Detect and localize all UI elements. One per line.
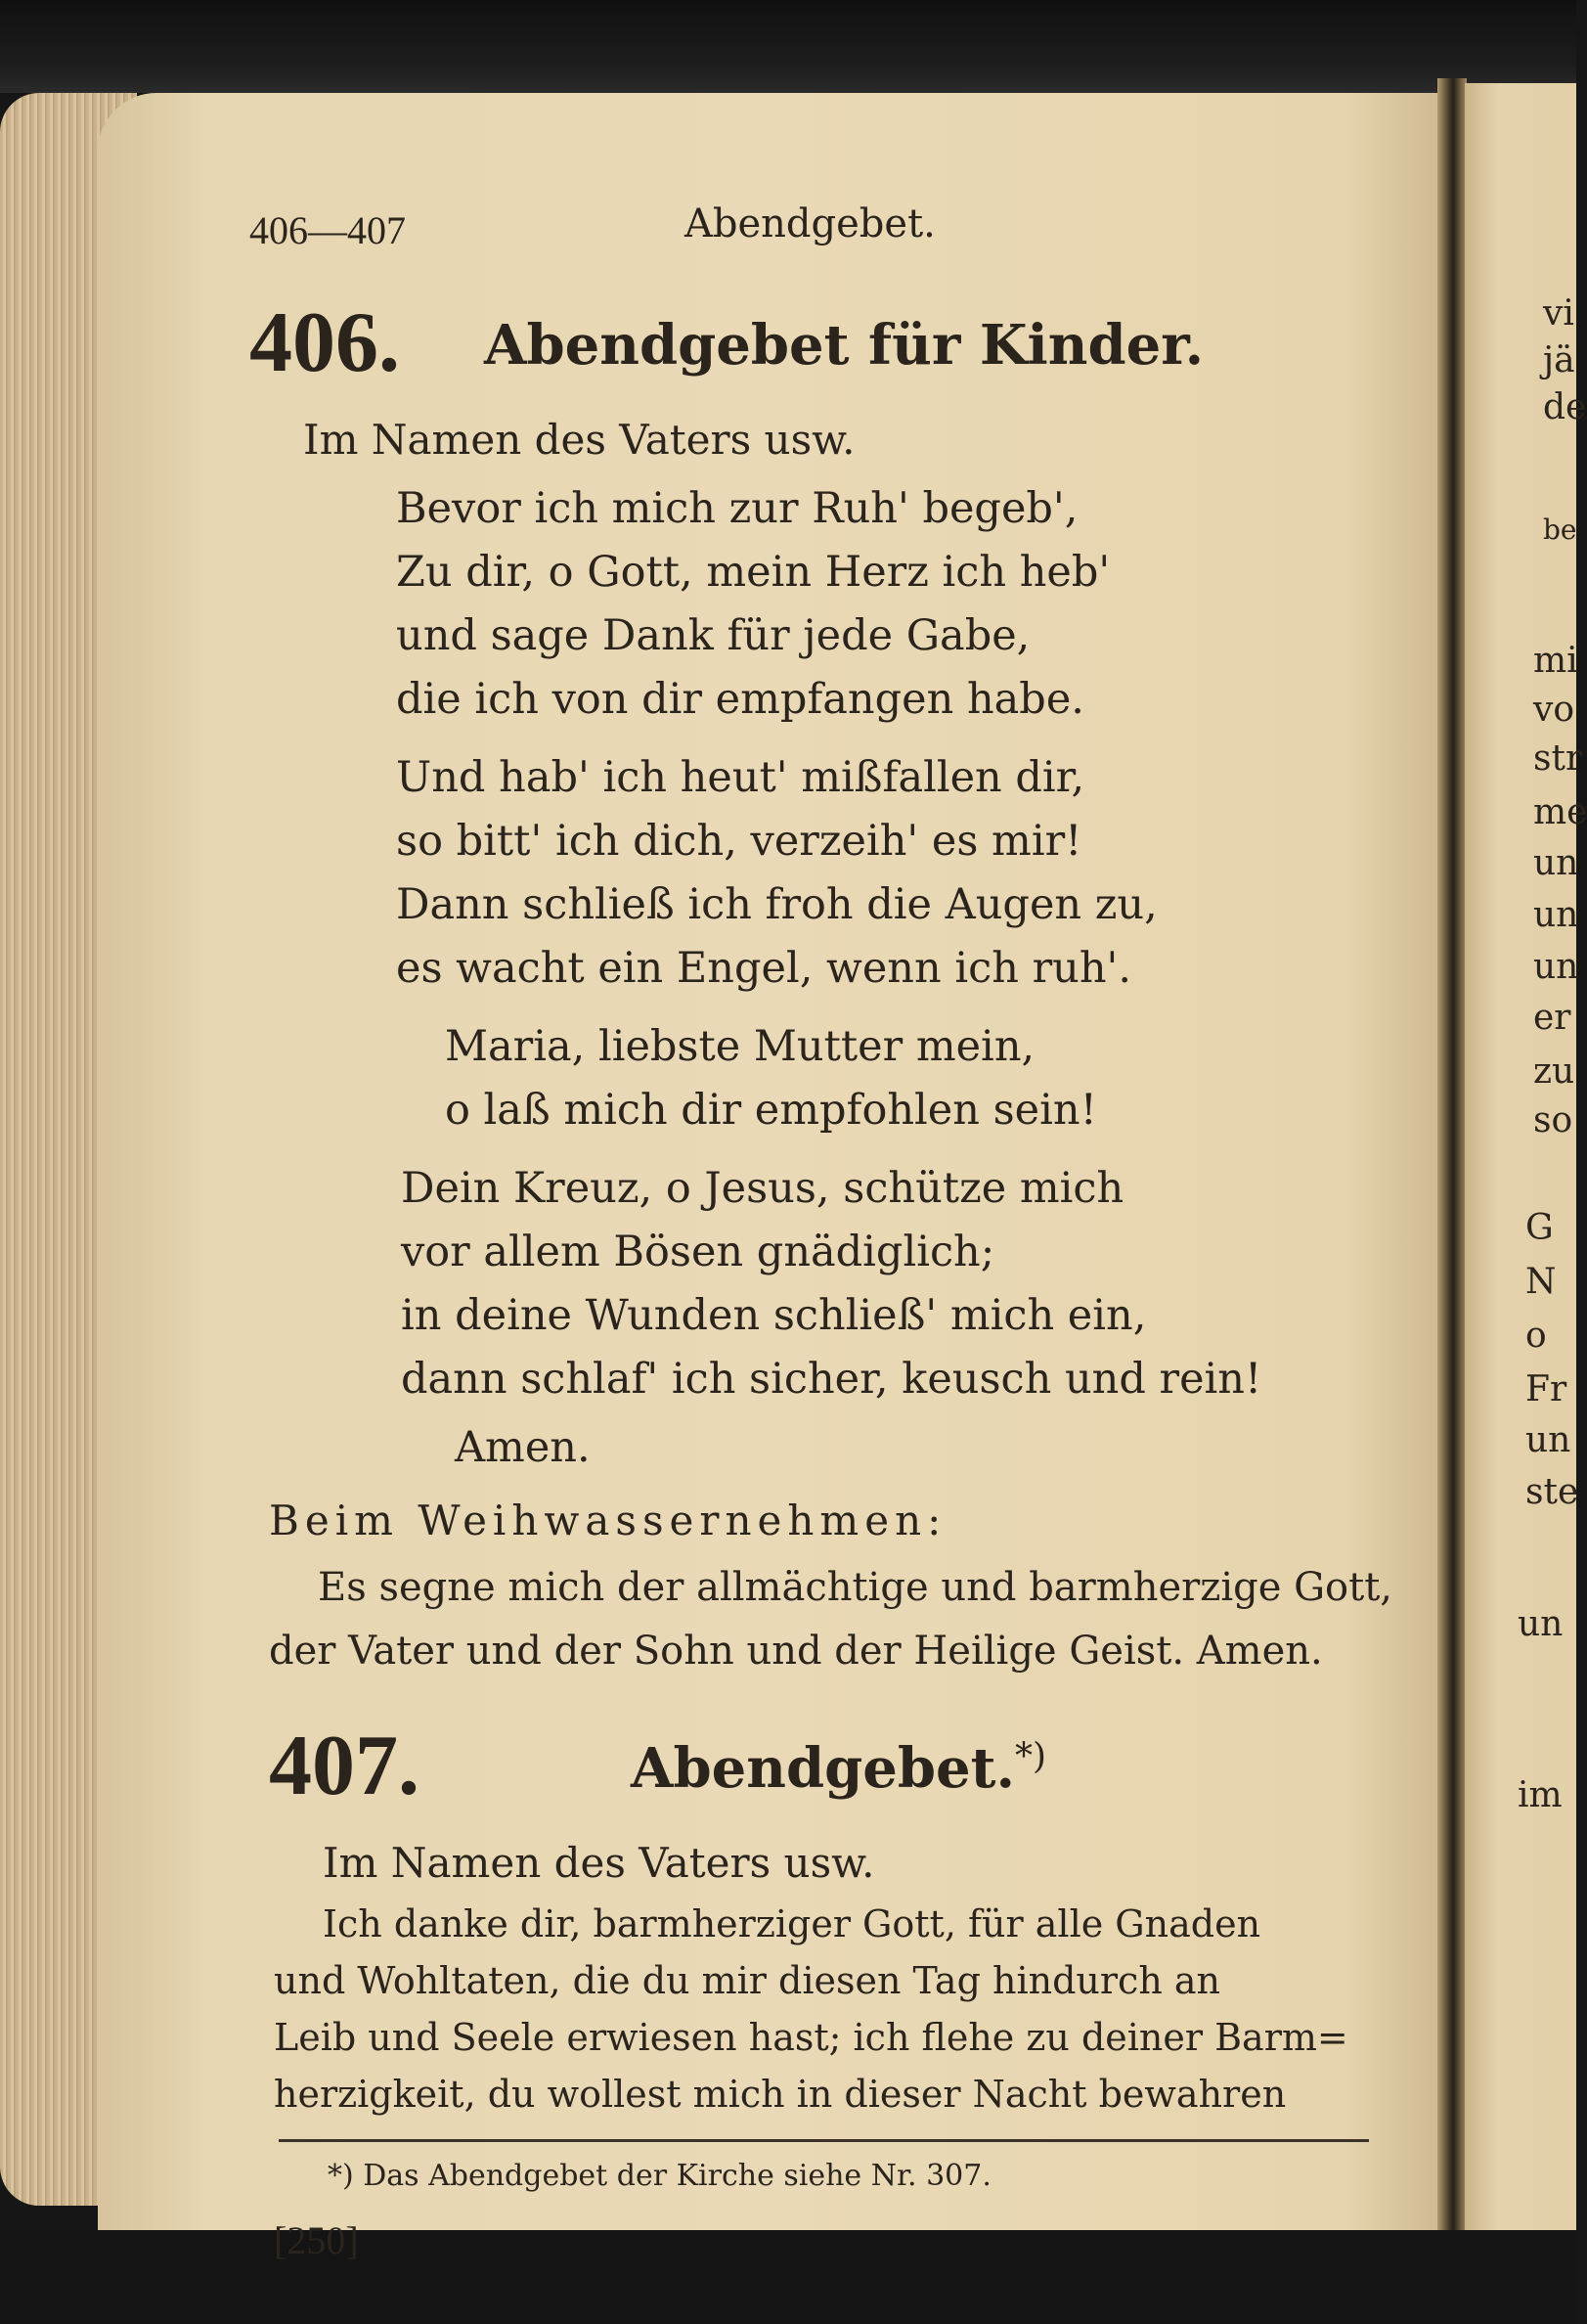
right-page-fragment: de <box>1543 387 1587 427</box>
right-page-fragment: er <box>1533 998 1571 1038</box>
page-number: [250] <box>274 2218 359 2262</box>
right-page-fragment: un <box>1533 947 1579 987</box>
verse-line: es wacht ein Engel, wenn ich ruh'. <box>396 944 1131 993</box>
right-page-fragment: un <box>1525 1420 1571 1460</box>
verse-line: und sage Dank für jede Gabe, <box>396 611 1031 660</box>
right-page-fragment: im <box>1518 1775 1563 1815</box>
verse-line: dann schlaf' ich sicher, keusch und rein! <box>401 1355 1262 1404</box>
amen-line: Amen. <box>455 1423 591 1472</box>
right-page-fragment: o <box>1525 1316 1547 1356</box>
footnote-mark: *) <box>1015 1736 1047 1777</box>
prose-line: Leib und Seele erwiesen hast; ich flehe zu deiner Barm= <box>274 2016 1348 2059</box>
verse-line: Bevor ich mich zur Ruh' begeb', <box>396 484 1079 533</box>
book-gutter <box>1437 78 1467 2250</box>
section-title <box>631 1736 1046 1801</box>
section-title-text: Abendgebet. <box>631 1736 1016 1801</box>
verse-line: Dann schließ ich froh die Augen zu, <box>396 880 1158 929</box>
verse-line: Maria, liebste Mutter mein, <box>445 1022 1036 1071</box>
verse-line: die ich von dir empfangen habe. <box>396 675 1084 724</box>
right-page-fragment: be <box>1543 514 1577 546</box>
verse-line: so bitt' ich dich, verzeih' es mir! <box>396 817 1082 866</box>
verse-line: in deine Wunden schließ' mich ein, <box>401 1291 1147 1340</box>
right-page-fragment: jä <box>1543 340 1575 380</box>
prayer-line: der Vater und der Sohn und der Heilige Geist. Amen. <box>269 1629 1323 1674</box>
right-page-fragment: vi <box>1543 293 1574 334</box>
background <box>0 2230 1576 2324</box>
right-page-fragment: so <box>1533 1100 1573 1140</box>
header-title: Abendgebet. <box>684 201 936 246</box>
footnote: *) Das Abendgebet der Kirche siehe Nr. 307. <box>328 2159 992 2193</box>
right-page-fragment: ste <box>1525 1472 1579 1512</box>
book-cover-top <box>0 0 1576 93</box>
verse-line: Und hab' ich heut' mißfallen dir, <box>396 753 1085 802</box>
header-page-range: 406—407 <box>249 208 406 252</box>
right-page-fragment: un <box>1533 895 1579 935</box>
section-number: 406. <box>249 295 400 390</box>
verse-line: Zu dir, o Gott, mein Herz ich heb' <box>396 548 1111 597</box>
verse-line: Dein Kreuz, o Jesus, schütze mich <box>401 1164 1124 1213</box>
footnote-rule <box>279 2139 1369 2142</box>
prayer-line: Es segne mich der allmächtige und barmherzige Gott, <box>318 1565 1393 1610</box>
right-page-fragment: un <box>1518 1604 1564 1644</box>
right-page-fragment: Fr <box>1525 1369 1567 1409</box>
prose-line: Ich danke dir, barmherziger Gott, für alle Gnaden <box>323 1902 1261 1945</box>
section-number: 407. <box>269 1719 419 1813</box>
subheading: Beim Weihwassernehmen: <box>269 1497 948 1544</box>
right-page-fragment: str <box>1533 738 1583 779</box>
prayer-intro: Im Namen des Vaters usw. <box>323 1839 875 1887</box>
right-page-fragment: G <box>1525 1208 1554 1248</box>
right-page-fragment: me <box>1533 792 1587 832</box>
right-page-fragment: un <box>1533 843 1579 883</box>
section-title: Abendgebet für Kinder. <box>484 313 1205 378</box>
right-page-fragment: N <box>1525 1262 1557 1302</box>
prayer-intro: Im Namen des Vaters usw. <box>303 416 856 464</box>
verse-line: o laß mich dir empfohlen sein! <box>445 1086 1097 1135</box>
prose-line: und Wohltaten, die du mir diesen Tag hindurch an <box>274 1959 1220 2002</box>
right-page-fragment: mi <box>1533 641 1578 681</box>
prose-line: herzigkeit, du wollest mich in dieser Nacht bewahren <box>274 2073 1287 2116</box>
verse-line: vor allem Bösen gnädiglich; <box>401 1228 995 1276</box>
right-page-fragment: zu <box>1533 1051 1575 1092</box>
right-page-fragment: vo <box>1533 690 1575 730</box>
